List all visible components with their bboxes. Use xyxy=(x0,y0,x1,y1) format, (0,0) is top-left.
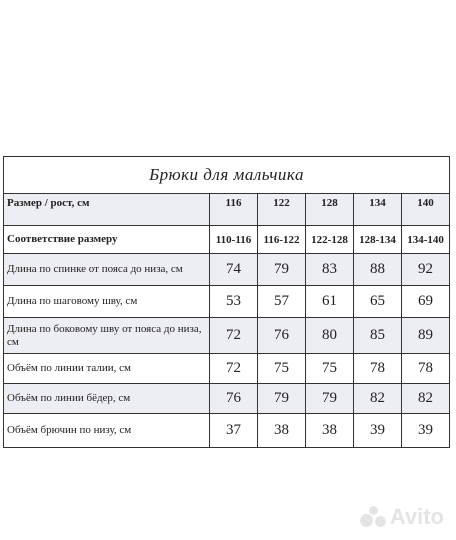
correspondence-row xyxy=(4,226,450,254)
table-cell: 83 xyxy=(306,254,354,286)
table-cell: 69 xyxy=(402,286,450,318)
table-row xyxy=(4,254,450,286)
table-cell: 39 xyxy=(402,414,450,448)
table-cell: 82 xyxy=(354,384,402,414)
table-cell: 37 xyxy=(210,414,258,448)
table-cell: 75 xyxy=(258,354,306,384)
table-cell: 72 xyxy=(210,318,258,354)
table-cell: 82 xyxy=(402,384,450,414)
table-cell: 78 xyxy=(354,354,402,384)
header-row xyxy=(4,194,450,226)
table-cell: 88 xyxy=(354,254,402,286)
table-cell: 89 xyxy=(402,318,450,354)
table-cell: 79 xyxy=(258,254,306,286)
row-label: Объём брючин по низу, см xyxy=(4,414,210,448)
row-label: Объём по линии бёдер, см xyxy=(4,384,210,414)
table-row xyxy=(4,318,450,354)
table-cell: 65 xyxy=(354,286,402,318)
table-cell: 39 xyxy=(354,414,402,448)
table-cell: 57 xyxy=(258,286,306,318)
row-label: Длина по спинке от пояса до низа, см xyxy=(4,254,210,286)
table-cell: 38 xyxy=(306,414,354,448)
table-cell: 85 xyxy=(354,318,402,354)
size-range: 110-116 xyxy=(210,226,258,254)
correspondence-label: Соответствие размеру xyxy=(4,226,210,254)
table-cell: 74 xyxy=(210,254,258,286)
header-label: Размер / рост, см xyxy=(4,194,210,226)
size-range: 128-134 xyxy=(354,226,402,254)
table-cell: 80 xyxy=(306,318,354,354)
row-label: Объём по линии талии, см xyxy=(4,354,210,384)
size-header: 128 xyxy=(306,194,354,226)
table-cell: 38 xyxy=(258,414,306,448)
size-range: 116-122 xyxy=(258,226,306,254)
table-cell: 79 xyxy=(258,384,306,414)
size-header: 134 xyxy=(354,194,402,226)
table-title: Брюки для мальчика xyxy=(4,157,450,194)
size-header: 116 xyxy=(210,194,258,226)
table-cell: 75 xyxy=(306,354,354,384)
watermark-text: Avito xyxy=(389,504,444,529)
table-cell: 92 xyxy=(402,254,450,286)
size-range: 122-128 xyxy=(306,226,354,254)
size-range: 134-140 xyxy=(402,226,450,254)
table-cell: 53 xyxy=(210,286,258,318)
table-cell: 76 xyxy=(258,318,306,354)
table-cell: 72 xyxy=(210,354,258,384)
table-row xyxy=(4,414,450,448)
table-row xyxy=(4,354,450,384)
table-row xyxy=(4,286,450,318)
table-cell: 76 xyxy=(210,384,258,414)
size-header: 122 xyxy=(258,194,306,226)
size-chart-table xyxy=(3,156,450,448)
table-cell: 78 xyxy=(402,354,450,384)
avito-watermark xyxy=(360,504,444,530)
avito-logo-icon xyxy=(360,506,386,528)
size-header: 140 xyxy=(402,194,450,226)
table-cell: 79 xyxy=(306,384,354,414)
row-label: Длина по шаговому шву, см xyxy=(4,286,210,318)
row-label: Длина по боковому шву от пояса до низа, см xyxy=(4,318,210,354)
table-cell: 61 xyxy=(306,286,354,318)
table-row xyxy=(4,384,450,414)
